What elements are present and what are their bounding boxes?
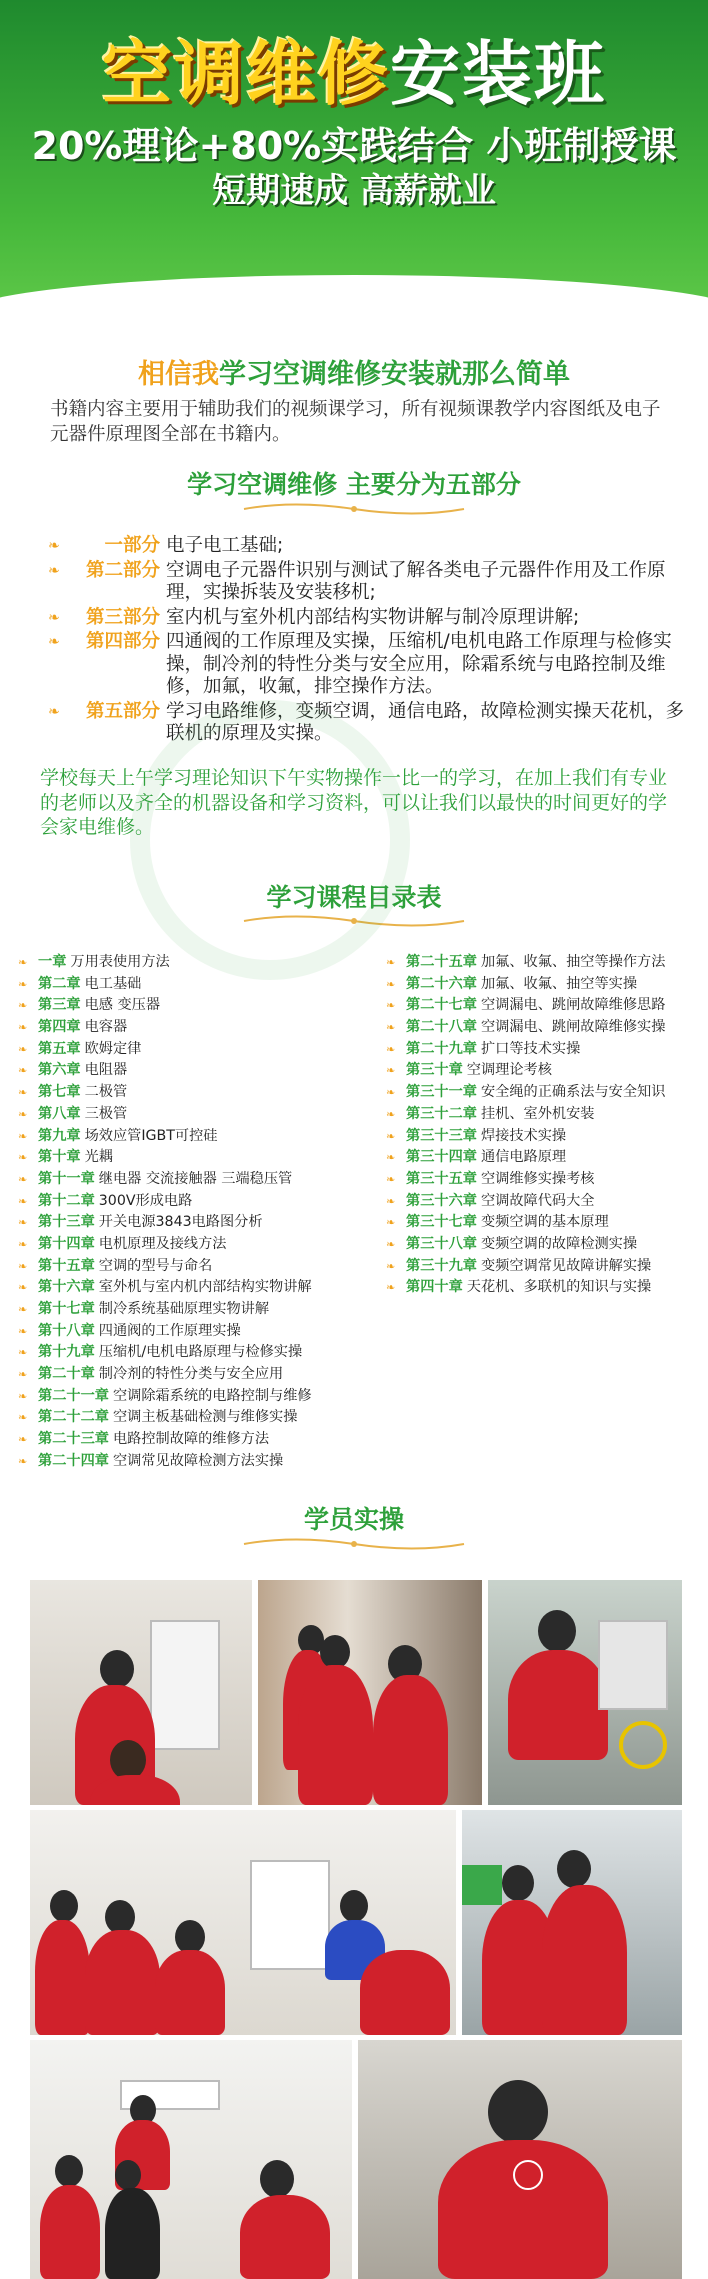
page-title <box>0 18 708 119</box>
chapter-title: 300V形成电路 <box>98 1192 193 1209</box>
course-row <box>18 952 312 974</box>
flourish-icon: ❧ <box>18 1129 28 1143</box>
course-row <box>18 1234 312 1256</box>
banner-slogan-2: 短期速成 高薪就业 <box>212 171 496 211</box>
chapter-number: 第三十三章 <box>406 1127 477 1144</box>
chapter-number: 第六章 <box>38 1062 81 1079</box>
chapter-title: 制冷系统基础原理实物讲解 <box>98 1301 270 1317</box>
chapter-number: 第三十七章 <box>406 1214 477 1231</box>
chapter-number: 第十九章 <box>38 1344 95 1361</box>
chapter-title: 空调故障代码大全 <box>480 1192 595 1209</box>
practice-photo-1 <box>30 1580 252 1805</box>
flourish-icon: ❧ <box>386 977 396 991</box>
chapter-number: 第二十五章 <box>406 954 477 970</box>
chapter-title: 空调除霜系统的电路控制与维修 <box>112 1387 312 1404</box>
chapter-number: 第三十六章 <box>406 1192 477 1209</box>
divider-swirl-icon <box>234 912 474 930</box>
chapter-title: 挂机、室外机安装 <box>480 1105 595 1122</box>
chapter-title: 空调维修实操考核 <box>480 1170 595 1187</box>
flourish-icon: ❧ <box>18 1086 28 1100</box>
chapter-title: 加氟、收氟、抽空等实操 <box>480 975 638 992</box>
chapter-title: 安全绳的正确系法与安全知识 <box>480 1084 666 1101</box>
chapter-number: 第七章 <box>38 1084 81 1101</box>
chapter-number: 第十七章 <box>38 1301 95 1317</box>
flourish-icon: ❧ <box>18 1042 28 1056</box>
flourish-icon: ❧ <box>18 977 28 991</box>
flourish-icon: ❧ <box>18 999 28 1013</box>
flourish-icon: ❧ <box>48 562 60 579</box>
chapter-number: 第三十四章 <box>406 1149 477 1166</box>
part-item <box>48 535 688 558</box>
chapter-number: 第二章 <box>38 975 81 992</box>
course-row <box>18 1386 312 1408</box>
chapter-title: 空调漏电、跳闸故障维修实操 <box>480 1019 666 1036</box>
intro-heading-green: 学习空调维修安装就那么简单 <box>219 359 570 390</box>
chapter-number: 第十四章 <box>38 1235 95 1252</box>
course-row <box>386 1191 665 1213</box>
flourish-icon: ❧ <box>386 1151 396 1165</box>
flourish-icon: ❧ <box>48 703 60 720</box>
chapter-title: 继电器 交流接触器 三端稳压管 <box>98 1170 293 1187</box>
chapter-number: 第三十章 <box>406 1062 463 1079</box>
practice-photo-3 <box>488 1580 682 1805</box>
flourish-icon: ❧ <box>18 956 28 969</box>
course-row <box>386 952 665 974</box>
course-row <box>18 1039 312 1061</box>
part-item <box>48 607 688 630</box>
flourish-icon: ❧ <box>18 1151 28 1165</box>
parts-list <box>48 535 688 748</box>
chapter-number: 第九章 <box>38 1127 81 1144</box>
header-banner <box>0 0 708 315</box>
chapter-title: 电容器 <box>84 1019 128 1036</box>
part-text: 电子电工基础; <box>166 535 284 556</box>
chapter-title: 电路控制故障的维修方法 <box>112 1431 270 1448</box>
flourish-icon: ❧ <box>18 1194 28 1208</box>
chapter-number: 第十三章 <box>38 1214 95 1231</box>
flourish-icon: ❧ <box>48 609 60 626</box>
course-row <box>386 995 665 1017</box>
part-item <box>48 701 688 746</box>
title-rest: 安装班 <box>390 33 606 115</box>
chapter-title: 四通阀的工作原理实操 <box>98 1322 241 1339</box>
chapter-number: 第三十一章 <box>406 1084 477 1101</box>
flourish-icon: ❧ <box>18 1389 28 1403</box>
course-column-right <box>386 952 665 1299</box>
course-row <box>386 974 665 996</box>
chapter-number: 第三十九章 <box>406 1257 477 1274</box>
chapter-number: 第二十四章 <box>38 1452 109 1469</box>
toc-title: 学习课程目录表 <box>266 883 442 912</box>
course-row <box>386 1256 665 1278</box>
flourish-icon: ❧ <box>18 1021 28 1035</box>
flourish-icon: ❧ <box>18 1411 28 1425</box>
banner-slogan-1: 20%理论+80%实践结合 小班制授课 <box>31 124 677 168</box>
course-row <box>18 1451 312 1473</box>
chapter-number: 第八章 <box>38 1105 81 1122</box>
practice-photo-6 <box>30 2040 352 2279</box>
course-row <box>18 1104 312 1126</box>
course-row <box>386 1147 665 1169</box>
flourish-icon: ❧ <box>386 1086 396 1100</box>
chapter-number: 第十五章 <box>38 1257 95 1274</box>
flourish-icon: ❧ <box>18 1454 28 1468</box>
course-row <box>386 1126 665 1148</box>
chapter-number: 第二十章 <box>38 1366 95 1383</box>
chapter-title: 开关电源3843电路图分析 <box>98 1214 263 1231</box>
course-row <box>18 1321 312 1343</box>
part-text: 四通阀的工作原理及实操，压缩机/电机电路工作原理与检修实操，制冷剂的特性分类与安全应用，除霜系统与电路控制及维修，加氟，收氟，排空操作方法。 <box>166 631 672 697</box>
chapter-number: 第四章 <box>38 1019 81 1036</box>
course-row <box>18 1342 312 1364</box>
course-row <box>18 1429 312 1451</box>
chapter-title: 光耦 <box>84 1149 113 1166</box>
flourish-icon: ❧ <box>18 1259 28 1273</box>
chapter-number: 第二十一章 <box>38 1387 109 1404</box>
course-row <box>386 1017 665 1039</box>
course-row <box>18 1191 312 1213</box>
flourish-icon: ❧ <box>386 1129 396 1143</box>
flourish-icon: ❧ <box>386 1281 396 1295</box>
course-row <box>18 1060 312 1082</box>
part-label: 第三部分 <box>85 606 160 628</box>
practice-photo-2 <box>258 1580 482 1805</box>
chapter-title: 欧姆定律 <box>84 1040 142 1057</box>
flourish-icon: ❧ <box>386 999 396 1013</box>
title-highlight: 空调维修 <box>102 33 390 115</box>
intro-heading-orange: 相信我 <box>138 359 219 390</box>
part-label: 一部分 <box>104 535 160 556</box>
practice-photo-7 <box>358 2040 682 2279</box>
practice-photo-5 <box>462 1810 682 2035</box>
course-row <box>18 1169 312 1191</box>
course-row <box>386 1104 665 1126</box>
part-label: 第二部分 <box>85 559 160 581</box>
course-row <box>18 1147 312 1169</box>
chapter-title: 万用表使用方法 <box>70 954 170 970</box>
chapter-number: 第二十六章 <box>406 975 477 992</box>
chapter-number: 第二十九章 <box>406 1040 477 1057</box>
flourish-icon: ❧ <box>18 1281 28 1295</box>
course-row <box>386 1277 665 1299</box>
course-row <box>18 1277 312 1299</box>
flourish-icon: ❧ <box>18 1172 28 1186</box>
chapter-number: 第十八章 <box>38 1322 95 1339</box>
course-row <box>386 1212 665 1234</box>
parts-section-title: 学习空调维修 主要分为五部分 <box>187 470 521 499</box>
course-row <box>18 974 312 996</box>
hose-icon <box>608 1710 678 1780</box>
chapter-number: 第二十八章 <box>406 1019 477 1036</box>
flourish-icon: ❧ <box>386 1172 396 1186</box>
flourish-icon: ❧ <box>386 1216 396 1230</box>
flourish-icon: ❧ <box>18 1303 28 1316</box>
intro-text: 书籍内容主要用于辅助我们的视频课学习，所有视频课教学内容图纸及电子元器件原理图全部在书籍内。 <box>50 399 661 445</box>
course-row <box>18 1299 312 1321</box>
chapter-title: 电感 变压器 <box>84 997 161 1014</box>
chapter-title: 空调常见故障检测方法实操 <box>112 1452 284 1469</box>
part-text: 学习电路维修，变频空调，通信电路，故障检测实操天花机，多联机的原理及实操。 <box>166 700 685 744</box>
flourish-icon: ❧ <box>386 1021 396 1035</box>
course-row <box>386 1169 665 1191</box>
chapter-number: 第三章 <box>38 997 81 1014</box>
course-row <box>386 1234 665 1256</box>
flourish-icon: ❧ <box>386 1064 396 1078</box>
chapter-title: 变频空调的故障检测实操 <box>480 1235 638 1252</box>
flourish-icon: ❧ <box>48 634 60 650</box>
flourish-icon: ❧ <box>48 538 60 554</box>
course-row <box>18 1082 312 1104</box>
chapter-number: 第二十七章 <box>406 997 477 1014</box>
chapter-number: 第十章 <box>38 1149 81 1166</box>
chapter-title: 场效应管IGBT可控硅 <box>84 1127 218 1144</box>
chapter-title: 二极管 <box>84 1084 128 1101</box>
school-description: 学校每天上午学习理论知识下午实物操作一比一的学习，在加上我们有专业的老师以及齐全的机器设备和学习资料，可以让我们以最快的时间更好的学会家电维修。 <box>40 767 668 838</box>
chapter-number: 第二十三章 <box>38 1431 109 1448</box>
course-row <box>18 1017 312 1039</box>
part-item <box>48 560 688 605</box>
chapter-number: 第三十五章 <box>406 1170 477 1187</box>
chapter-title: 变频空调常见故障讲解实操 <box>480 1257 652 1274</box>
chapter-title: 焊接技术实操 <box>480 1127 567 1144</box>
part-label: 第五部分 <box>85 700 160 722</box>
part-label: 第四部分 <box>85 631 160 652</box>
divider-swirl-icon <box>234 1535 474 1553</box>
chapter-number: 一章 <box>38 954 67 970</box>
course-row <box>18 995 312 1017</box>
chapter-number: 第三十二章 <box>406 1105 477 1122</box>
part-item <box>48 631 688 699</box>
flourish-icon: ❧ <box>386 1042 396 1056</box>
chapter-number: 第十一章 <box>38 1170 95 1187</box>
flourish-icon: ❧ <box>18 1107 28 1121</box>
course-row <box>18 1364 312 1386</box>
intro-heading <box>0 352 708 391</box>
chapter-title: 加氟、收氟、抽空等操作方法 <box>480 954 666 970</box>
chapter-title: 扩口等技术实操 <box>480 1040 581 1057</box>
course-row <box>386 1039 665 1061</box>
course-column-left <box>18 952 312 1473</box>
flourish-icon: ❧ <box>18 1064 28 1078</box>
course-row <box>386 1060 665 1082</box>
flourish-icon: ❧ <box>386 1259 396 1273</box>
flourish-icon: ❧ <box>18 1368 28 1382</box>
flourish-icon: ❧ <box>18 1433 28 1447</box>
part-text: 空调电子元器件识别与测试了解各类电子元器件作用及工作原理，实操拆装及安装移机; <box>166 559 666 603</box>
course-row <box>18 1212 312 1234</box>
flourish-icon: ❧ <box>386 1107 396 1121</box>
chapter-title: 制冷剂的特性分类与安全应用 <box>98 1366 284 1383</box>
divider-swirl-icon <box>234 500 474 518</box>
chapter-title: 电工基础 <box>84 975 142 992</box>
flourish-icon: ❧ <box>18 1237 28 1251</box>
course-row <box>18 1126 312 1148</box>
chapter-number: 第三十八章 <box>406 1235 477 1252</box>
course-row <box>386 1082 665 1104</box>
flourish-icon: ❧ <box>18 1346 28 1360</box>
part-text: 室内机与室外机内部结构实物讲解与制冷原理讲解; <box>166 606 580 628</box>
chapter-title: 电机原理及接线方法 <box>98 1235 227 1252</box>
chapter-number: 第四十章 <box>406 1279 463 1296</box>
chapter-title: 电阻器 <box>84 1062 128 1079</box>
chapter-number: 第十六章 <box>38 1279 95 1296</box>
course-row <box>18 1407 312 1429</box>
chapter-number: 第五章 <box>38 1040 81 1057</box>
chapter-title: 通信电路原理 <box>480 1149 567 1166</box>
chapter-title: 空调漏电、跳闸故障维修思路 <box>480 997 666 1014</box>
chapter-title: 变频空调的基本原理 <box>480 1214 609 1231</box>
chapter-title: 天花机、多联机的知识与实操 <box>466 1279 652 1296</box>
practice-photo-4 <box>30 1810 456 2035</box>
flourish-icon: ❧ <box>386 1237 396 1251</box>
chapter-title: 空调理论考核 <box>466 1062 552 1079</box>
chapter-number: 第十二章 <box>38 1192 95 1209</box>
chapter-title: 三极管 <box>84 1105 128 1122</box>
flourish-icon: ❧ <box>386 1194 396 1208</box>
chapter-title: 室外机与室内机内部结构实物讲解 <box>98 1279 312 1296</box>
course-row <box>18 1256 312 1278</box>
practice-title: 学员实操 <box>303 1505 404 1534</box>
flourish-icon: ❧ <box>18 1324 28 1338</box>
chapter-number: 第二十二章 <box>38 1409 109 1426</box>
flourish-icon: ❧ <box>18 1216 28 1230</box>
chapter-title: 空调的型号与命名 <box>98 1257 213 1274</box>
flourish-icon: ❧ <box>386 956 396 969</box>
chapter-title: 空调主板基础检测与维修实操 <box>112 1409 298 1426</box>
chapter-title: 压缩机/电机电路原理与检修实操 <box>98 1344 303 1361</box>
